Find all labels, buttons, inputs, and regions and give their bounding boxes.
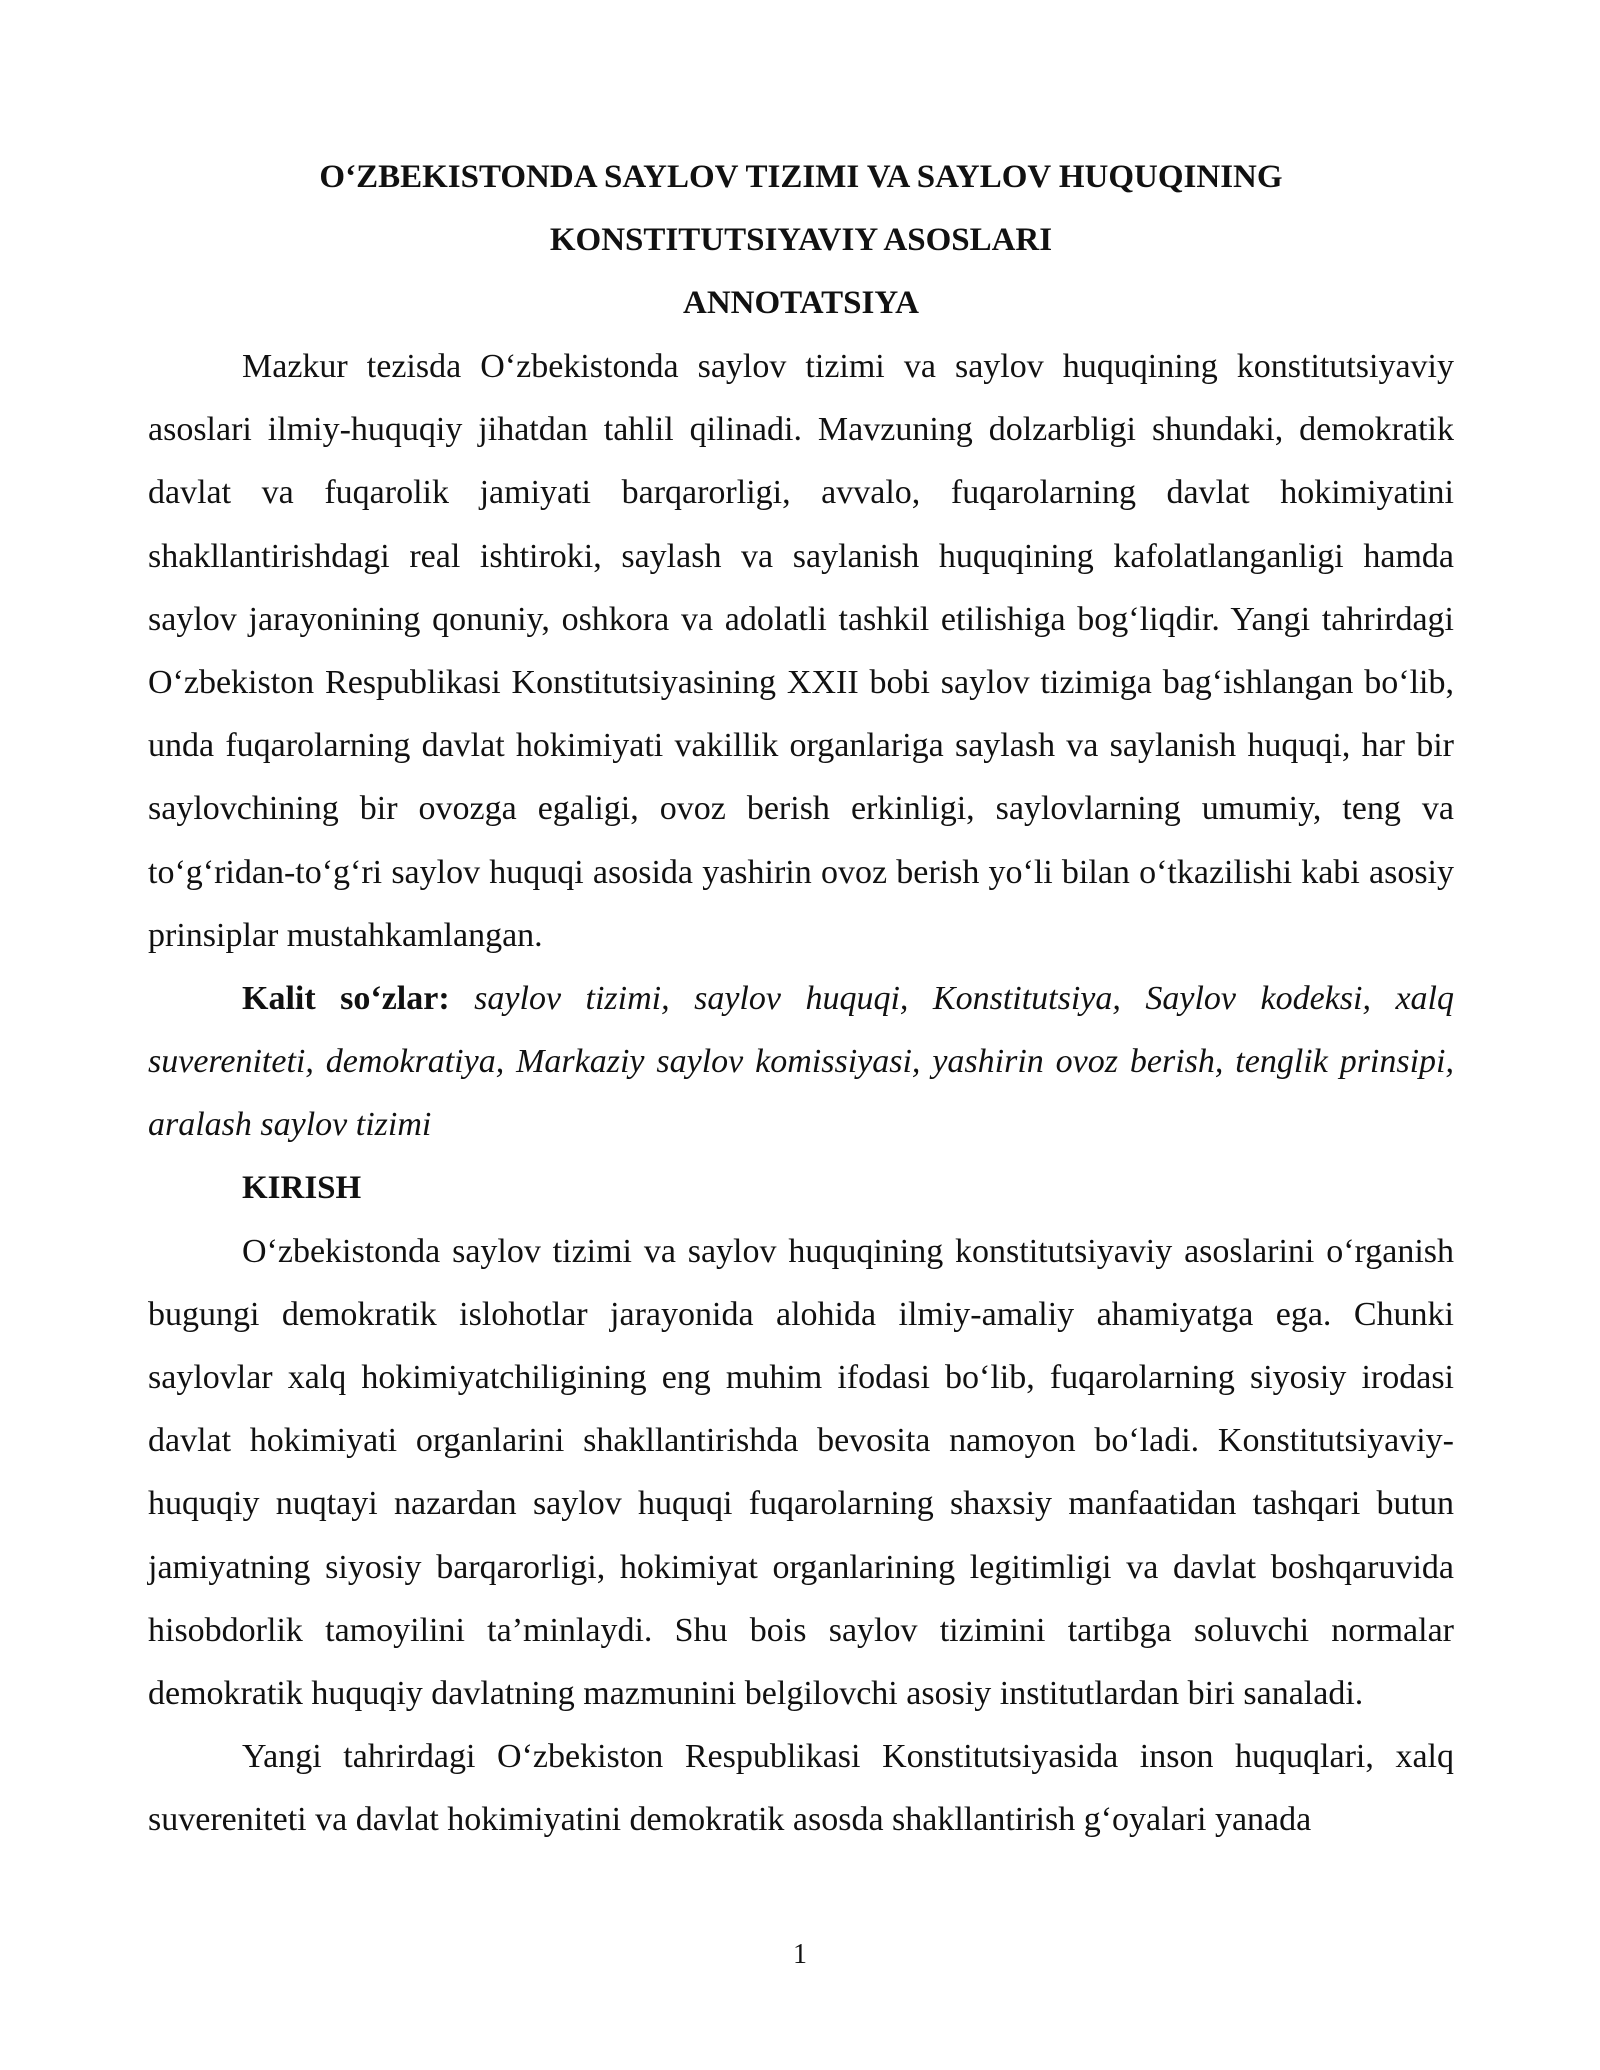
keywords-label: Kalit so‘zlar: — [242, 980, 450, 1018]
page-number: 1 — [793, 1939, 807, 1970]
intro-paragraph-2: Yangi tahrirdagi O‘zbekiston Respublikasi Konstitutsiyasida inson huquqlari, xalq suvereniteti va davlat hokimiyatini demokratik asosda shakllantirish g‘oyalari yanada — [148, 1738, 1454, 1839]
annotation-heading: ANNOTATSIYA — [683, 285, 919, 321]
title-line-2: KONSTITUTSIYAVIY ASOSLARI — [549, 222, 1053, 258]
annotation-paragraph: Mazkur tezisda O‘zbekistonda saylov tizimi va saylov huquqining konstitutsiyaviy asoslari ilmiy-huquqiy jihatdan tahlil qilinadi. Mavzuning dolzarbligi shundaki, demokratik davlat va fuqarolik jamiyati barqarorligi, avvalo, fuqarolarning davlat hokimiyatini shakllantirishdagi real ishtiroki, saylash va saylanish huquqining kafolatlanganligi hamda saylov jarayonining qonuniy, oshkora va adolatli tashkil etilishiga bog‘liqdir. Yangi tahrirdagi O‘zbekiston Respublikasi Konstitutsiyasining XXII bobi saylov tizimiga bag‘ishlangan bo‘lib, unda fuqarolarning davlat hokimiyati vakillik organlariga saylash va saylanish huquqi, har bir saylovchining bir ovozga egaligi, ovoz berish erkinligi, saylovlarning umumiy, teng va to‘g‘ridan-to‘g‘ri saylov huquqi asosida yashirin ovoz berish yo‘li bilan o‘tkazilishi kabi asosiy prinsiplar mustahkamlangan. — [148, 348, 1454, 954]
intro-paragraph-1: O‘zbekistonda saylov tizimi va saylov huquqining konstitutsiyaviy asoslarini o‘rganish bugungi demokratik islohotlar jarayonida alohida ilmiy-amaliy ahamiyatga ega. Chunki saylovlar xalq hokimiyatchiligining eng muhim ifodasi bo‘lib, fuqarolarning siyosiy irodasi davlat hokimiyati organlarini shakllantirishda bevosita namoyon bo‘ladi. Konstitutsiyaviy-huquqiy nuqtayi nazardan saylov huquqi fuqarolarning shaxsiy manfaatidan tashqari butun jamiyatning siyosiy barqarorligi, hokimiyat organlarining legitimligi va davlat boshqaruvida hisobdorlik tamoyilini ta’minlaydi. Shu bois saylov tizimini tartibga soluvchi normalar demokratik huquqiy davlatning mazmunini belgilovchi asosiy institutlardan biri sanaladi. — [148, 1232, 1454, 1713]
document-title — [148, 146, 1454, 272]
intro-heading: KIRISH — [242, 1169, 362, 1206]
keywords-text: saylov tizimi, saylov huquqi, Konstitutsiya, Saylov kodeksi, xalq suvereniteti, demokratiya, Markaziy saylov komissiyasi, yashirin ovoz berish, tenglik prinsipi, aralash saylov tizimi — [148, 980, 1454, 1144]
title-line-1: O‘ZBEKISTONDA SAYLOV TIZIMI VA SAYLOV HUQUQINING — [319, 159, 1283, 195]
keywords-paragraph — [148, 967, 1454, 1157]
